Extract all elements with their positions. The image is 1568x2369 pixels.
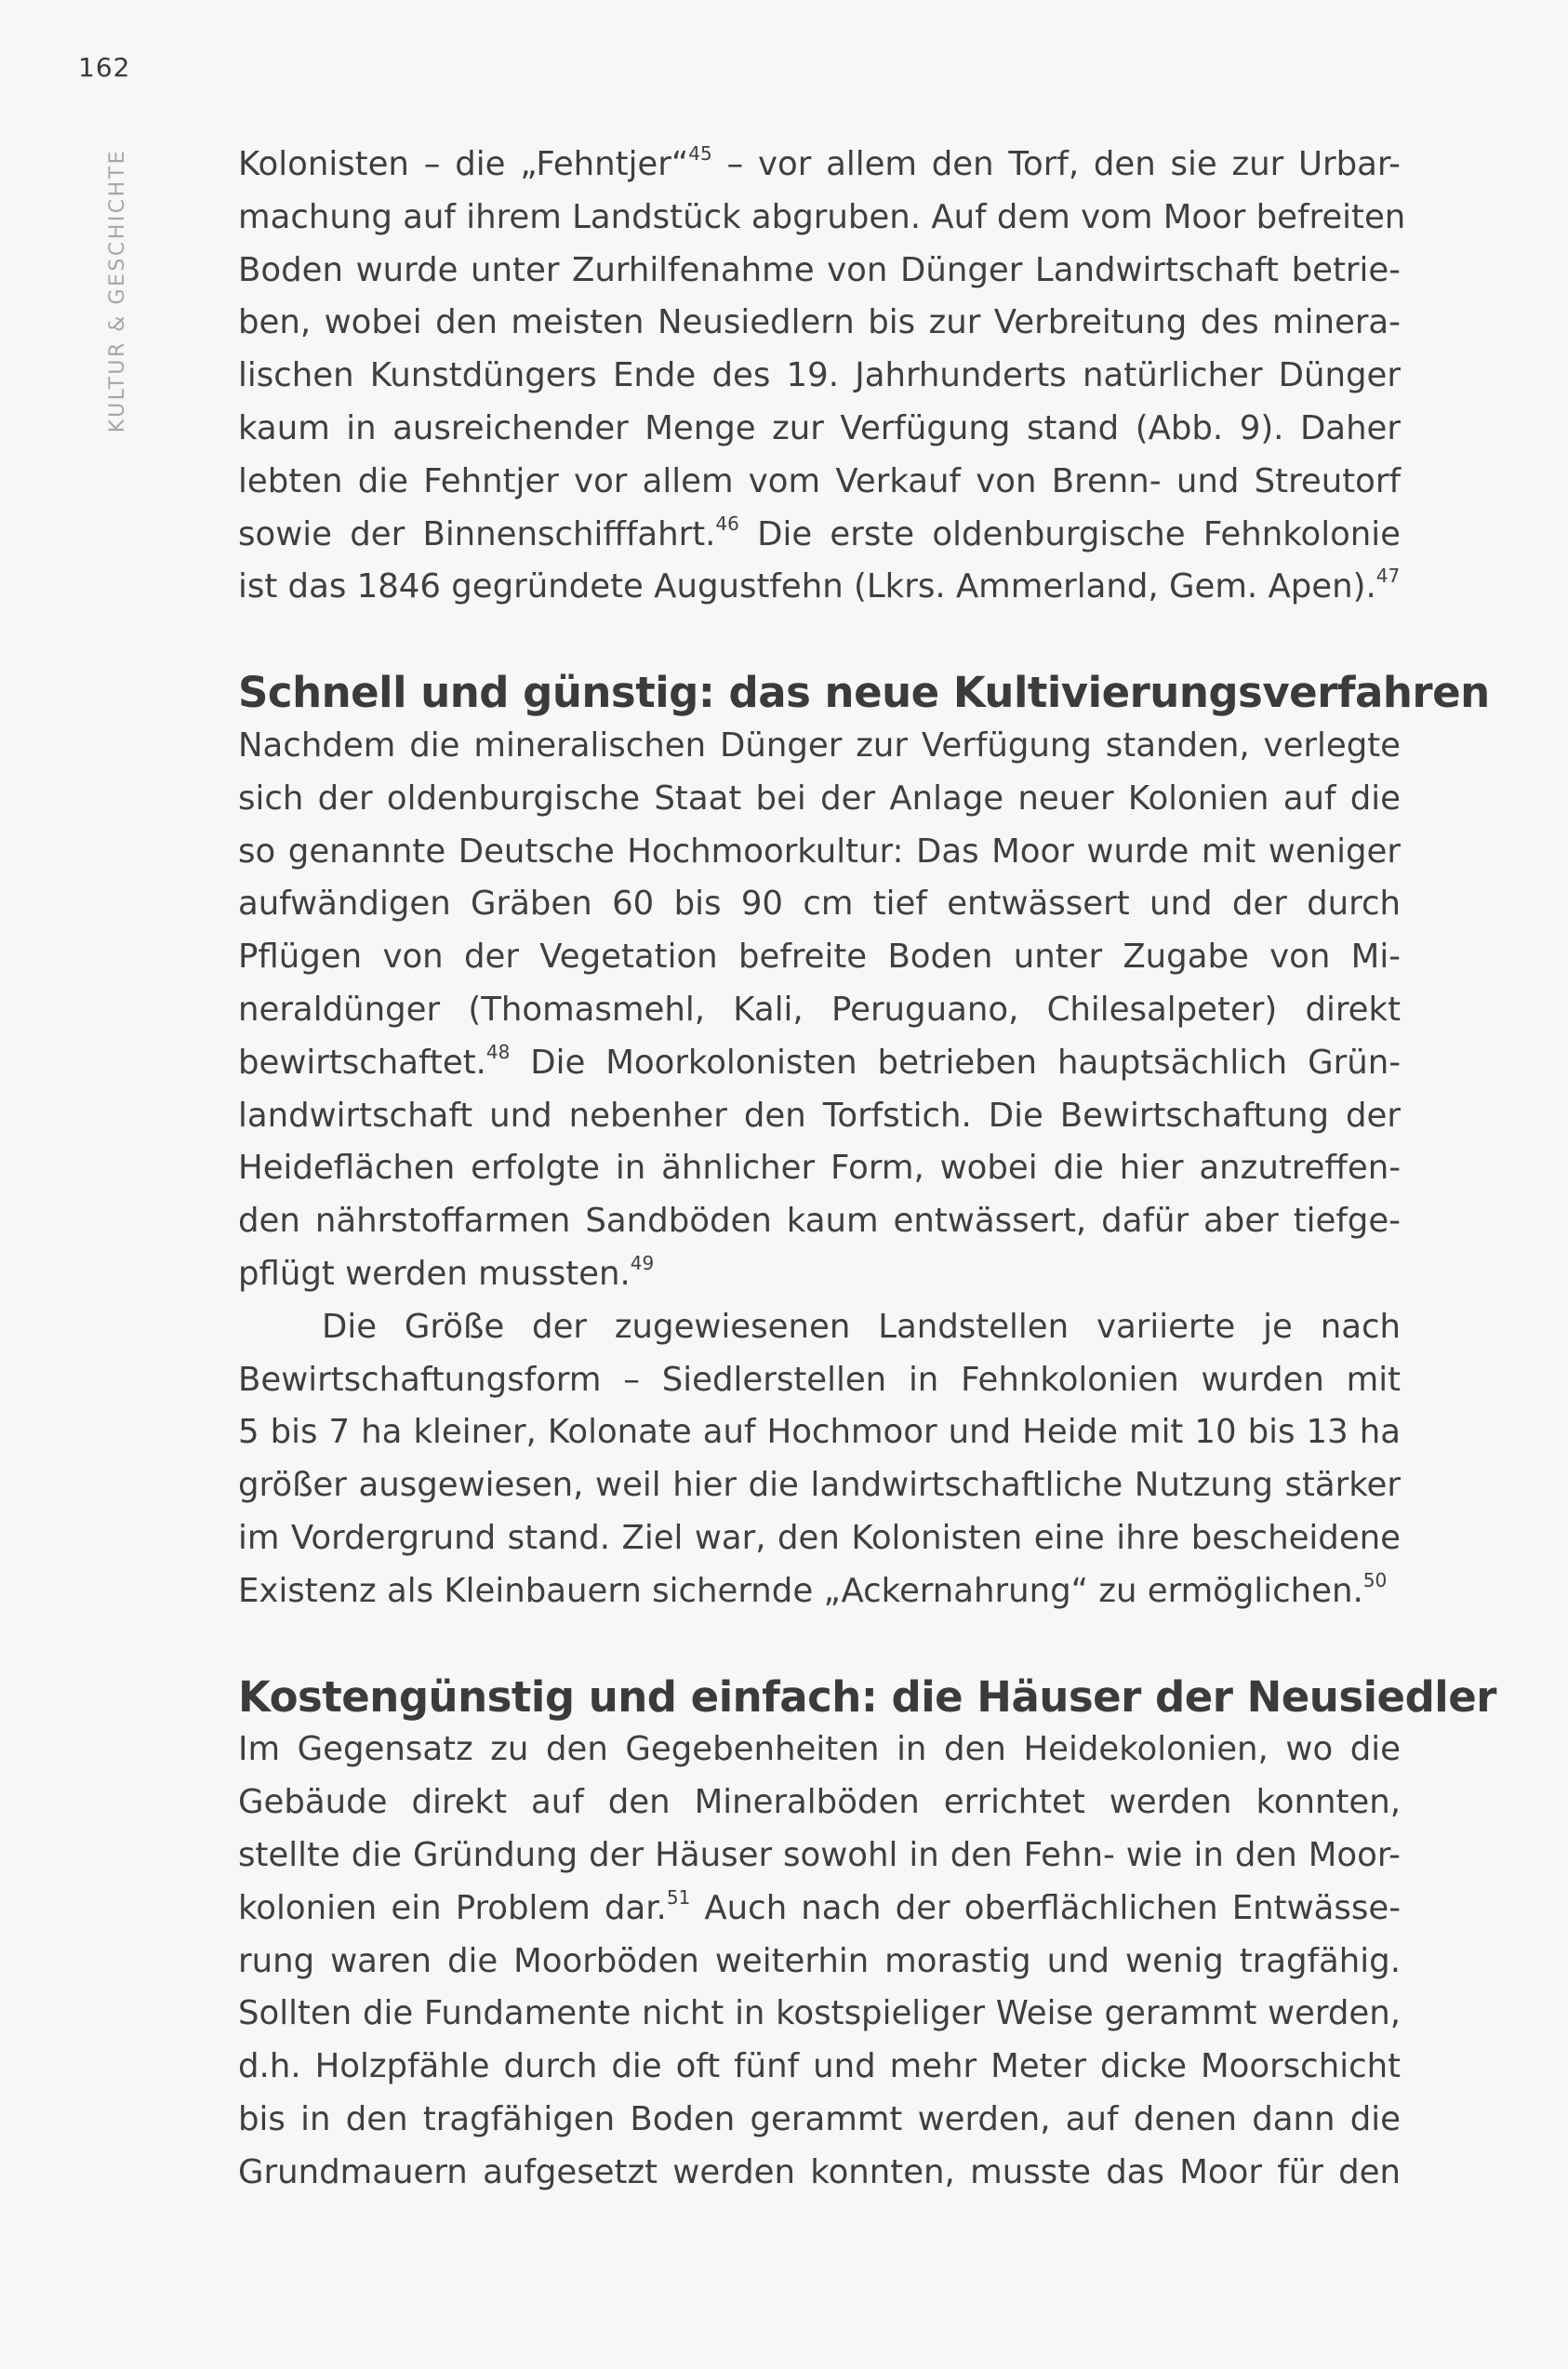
text-segment: Auch nach der oberflächlichen Entwässe- <box>690 1888 1402 1927</box>
text-line <box>238 403 1401 456</box>
text-segment: Kolonisten – die „Fehntjer“ <box>238 145 689 183</box>
section-heading-houses: Kostengünstig und einfach: die Häuser der Neusiedler <box>238 1671 1496 1722</box>
text-line <box>238 1565 1401 1618</box>
text-segment: rung waren die Moorböden weiterhin morastig und wenig tragfähig. <box>238 1941 1401 1980</box>
text-segment: stellte die Gründung der Häuser sowohl in den Fehn- wie in den Moor- <box>238 1835 1401 1874</box>
text-line <box>238 1883 1401 1936</box>
text-line <box>238 297 1401 350</box>
text-segment: ben, wobei den meisten Neusiedlern bis zur Verbreitung des minera- <box>238 303 1401 342</box>
text-segment: 5 bis 7 ha kleiner, Kolonate auf Hochmoor und Heide mit 10 bis 13 ha <box>238 1413 1401 1452</box>
text-segment: Boden wurde unter Zurhilfenahme von Dünger Landwirtschaft betrie- <box>238 250 1401 289</box>
text-segment: so genannte Deutsche Hochmoorkultur: Das Moor wurde mit weniger <box>238 832 1401 871</box>
text-line <box>238 1301 1401 1354</box>
text-segment: aufwändigen Gräben 60 bis 90 cm tief entwässert und der durch <box>238 885 1401 924</box>
text-line <box>238 1090 1401 1143</box>
text-line <box>238 931 1401 984</box>
text-segment: sich der oldenburgische Staat bei der Anlage neuer Kolonien auf die <box>238 779 1401 818</box>
paragraph-4 <box>238 1724 1401 2199</box>
text-line <box>238 1406 1401 1459</box>
text-segment: Pflügen von der Vegetation befreite Boden unter Zugabe von Mi- <box>238 938 1401 977</box>
text-line <box>238 139 1401 192</box>
footnote-ref: 46 <box>715 512 739 535</box>
text-line <box>238 984 1401 1037</box>
text-line <box>238 2041 1401 2094</box>
text-segment: – vor allem den Torf, den sie zur Urbar- <box>711 145 1401 183</box>
text-line <box>238 561 1401 614</box>
article-body <box>238 139 1496 2199</box>
footnote-ref: 51 <box>666 1885 691 1909</box>
text-line <box>238 720 1401 773</box>
paragraph-2 <box>238 720 1401 1301</box>
footnote-ref: 48 <box>485 1040 511 1063</box>
spacer <box>238 1618 1401 1671</box>
text-segment: machung auf ihrem Landstück abgruben. Auf dem vom Moor befreiten <box>238 197 1406 236</box>
text-segment: bis in den tragfähigen Boden gerammt werden, auf denen dann die <box>238 2099 1401 2138</box>
text-line <box>238 509 1401 562</box>
section-heading-cultivation: Schnell und günstig: das neue Kultivierungsverfahren <box>238 668 1490 718</box>
text-segment: pflügt werden mussten. <box>238 1254 631 1293</box>
text-segment: d.h. Holzpfähle durch die oft fünf und mehr Meter dicke Moorschicht <box>238 2047 1401 2086</box>
text-line <box>238 1142 1401 1195</box>
paragraph-1 <box>238 139 1406 614</box>
text-segment: lischen Kunstdüngers Ende des 19. Jahrhunderts natürlicher Dünger <box>238 356 1401 395</box>
text-segment: lebten die Fehntjer vor allem vom Verkauf von Brenn- und Streutorf <box>238 461 1401 500</box>
text-line <box>238 1037 1401 1090</box>
text-segment: Grundmauern aufgesetzt werden konnten, musste das Moor für den <box>238 2152 1401 2191</box>
text-segment: Die Moorkolonisten betrieben hauptsächlich Grün- <box>510 1043 1401 1082</box>
paragraph-3 <box>238 1301 1401 1618</box>
text-segment: neraldünger (Thomasmehl, Kali, Peruguano, Chilesalpeter) direkt <box>238 990 1401 1029</box>
text-segment: im Vordergrund stand. Ziel war, den Kolonisten eine ihre bescheidene <box>238 1518 1401 1557</box>
footnote-ref: 50 <box>1362 1568 1388 1591</box>
text-line <box>238 826 1401 879</box>
text-line <box>238 1988 1401 2041</box>
text-line <box>238 192 1406 245</box>
page-number: 162 <box>78 52 131 83</box>
text-segment: sowie der Binnenschifffahrt. <box>238 514 716 553</box>
text-segment: Gebäude direkt auf den Mineralböden errichtet werden konnten, <box>238 1783 1401 1822</box>
text-line <box>238 1459 1401 1512</box>
text-line <box>238 456 1401 509</box>
text-segment: Bewirtschaftungsform – Siedlerstellen in Fehnkolonien wurden mit <box>238 1360 1401 1399</box>
text-segment: größer ausgewiesen, weil hier die landwirtschaftliche Nutzung stärker <box>238 1466 1401 1505</box>
footnote-ref: 49 <box>630 1251 655 1274</box>
text-line <box>238 2094 1401 2147</box>
text-line <box>238 1830 1401 1883</box>
text-segment: Die erste oldenburgische Fehnkolonie <box>738 514 1401 553</box>
text-line <box>238 1248 1401 1301</box>
text-segment: Nachdem die mineralischen Dünger zur Verfügung standen, verlegte <box>238 725 1401 765</box>
text-line <box>238 2147 1401 2200</box>
text-line <box>238 245 1401 298</box>
text-segment: landwirtschaft und nebenher den Torfstich. Die Bewirtschaftung der <box>238 1096 1401 1135</box>
text-segment: kaum in ausreichender Menge zur Verfügung stand (Abb. 9). Daher <box>238 408 1401 447</box>
text-line <box>238 1195 1401 1248</box>
text-line <box>238 350 1401 403</box>
text-segment: Existenz als Kleinbauern sichernde „Ackernahrung“ zu ermöglichen. <box>238 1571 1363 1610</box>
text-segment: Im Gegensatz zu den Gegebenheiten in den Heidekolonien, wo die <box>238 1730 1401 1769</box>
spacer <box>238 614 1401 667</box>
text-segment: Sollten die Fundamente nicht in kostspieliger Weise gerammt werden, <box>238 1994 1401 2033</box>
text-line <box>238 1512 1401 1565</box>
text-line <box>238 878 1401 931</box>
section-label: KULTUR & GESCHICHTE <box>106 149 129 433</box>
footnote-ref: 47 <box>1375 565 1401 588</box>
text-line <box>238 1354 1401 1407</box>
text-segment: kolonien ein Problem dar. <box>238 1888 667 1927</box>
text-segment: ist das 1846 gegründete Augustfehn (Lkrs. Ammerland, Gem. Apen). <box>238 567 1376 606</box>
text-segment: Die Größe der zugewiesenen Landstellen variierte je nach <box>322 1307 1401 1346</box>
text-line <box>238 773 1401 826</box>
text-line <box>238 1724 1401 1777</box>
text-line <box>238 1936 1401 1989</box>
text-segment: den nährstoffarmen Sandböden kaum entwässert, dafür aber tiefge- <box>238 1202 1401 1241</box>
text-line <box>238 1777 1401 1830</box>
text-segment: Heideflächen erfolgte in ähnlicher Form, wobei die hier anzutreffen- <box>238 1149 1401 1188</box>
text-segment: bewirtschaftet. <box>238 1043 486 1082</box>
footnote-ref: 45 <box>688 142 712 165</box>
